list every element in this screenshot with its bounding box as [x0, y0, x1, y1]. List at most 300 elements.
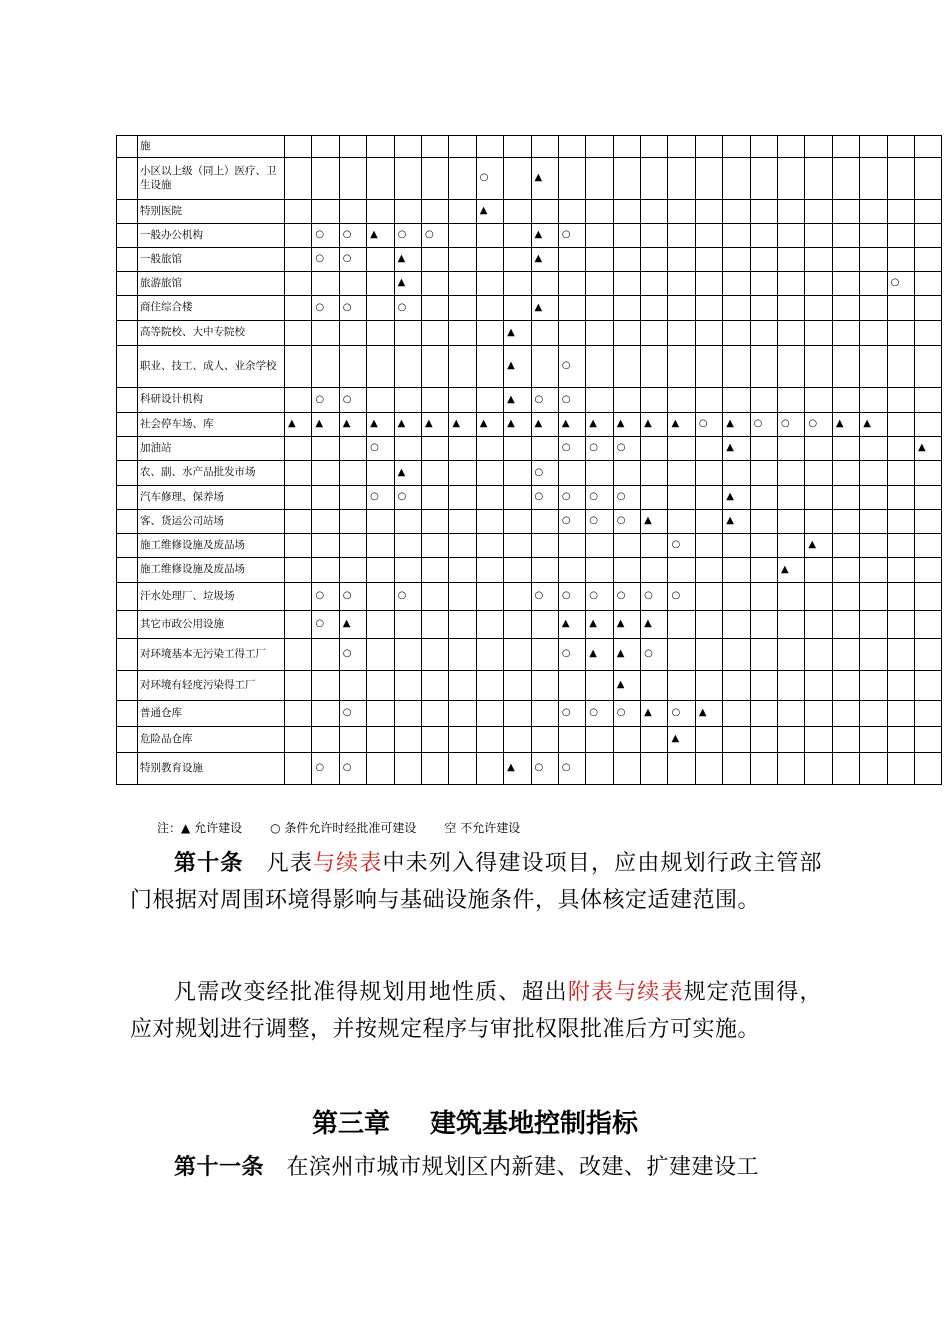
mark-cell: [558, 296, 585, 321]
mark-cell: ▲: [504, 753, 531, 785]
mark-cell: ○: [339, 753, 366, 785]
mark-cell: [860, 296, 887, 321]
mark-cell: [641, 346, 668, 388]
mark-cell: [668, 224, 695, 248]
mark-cell: [558, 272, 585, 296]
mark-cell: [558, 158, 585, 200]
mark-cell: [750, 346, 777, 388]
mark-cell: [805, 701, 832, 727]
mark-cell: [339, 534, 366, 558]
mark-cell: [695, 388, 722, 413]
mark-cell: [695, 558, 722, 583]
mark-cell: [887, 296, 914, 321]
mark-cell: [558, 321, 585, 346]
mark-cell: ○: [613, 510, 640, 534]
mark-cell: [750, 136, 777, 158]
mark-cell: [558, 461, 585, 486]
table-row: [117, 583, 942, 611]
row-blank-cell: [117, 510, 138, 534]
mark-cell: [723, 611, 750, 639]
mark-cell: [613, 558, 640, 583]
row-label: 对环境基本无污染工得工厂: [138, 639, 285, 671]
mark-cell: ○: [394, 296, 421, 321]
mark-cell: [476, 486, 503, 510]
mark-cell: [750, 321, 777, 346]
mark-cell: [805, 321, 832, 346]
mark-cell: [832, 346, 859, 388]
mark-cell: [887, 671, 914, 701]
mark-cell: [586, 558, 613, 583]
mark-cell: [668, 321, 695, 346]
mark-cell: [421, 200, 448, 224]
mark-cell: [367, 510, 394, 534]
mark-cell: [285, 321, 312, 346]
mark-cell: [421, 558, 448, 583]
mark-cell: [641, 437, 668, 461]
mark-cell: [449, 753, 476, 785]
mark-cell: ○: [558, 437, 585, 461]
mark-cell: [778, 224, 805, 248]
mark-cell: [641, 272, 668, 296]
mark-cell: ○: [367, 437, 394, 461]
mark-cell: ○: [641, 639, 668, 671]
mark-cell: ○: [531, 486, 558, 510]
mark-cell: ▲: [586, 639, 613, 671]
mark-cell: [887, 701, 914, 727]
row-label: 小区以上级（同上）医疗、卫生设施: [138, 158, 285, 200]
table-row: [117, 248, 942, 272]
table-row: [117, 272, 942, 296]
article-10-p2-text-b: 规定范围得，应对规划进行调整，并按规定程序与审批权限批准后方可实施。: [130, 980, 822, 1042]
mark-cell: [914, 727, 941, 753]
mark-cell: [476, 583, 503, 611]
mark-cell: [887, 248, 914, 272]
article-10-paragraph-1: [130, 846, 822, 919]
mark-cell: ▲: [504, 413, 531, 437]
mark-cell: [860, 200, 887, 224]
mark-cell: [832, 437, 859, 461]
mark-cell: [778, 346, 805, 388]
mark-cell: ○: [339, 583, 366, 611]
mark-cell: [285, 272, 312, 296]
mark-cell: [367, 753, 394, 785]
mark-cell: [531, 200, 558, 224]
mark-cell: ○: [778, 413, 805, 437]
mark-cell: [778, 248, 805, 272]
row-label: 危险品仓库: [138, 727, 285, 753]
mark-cell: [558, 558, 585, 583]
mark-cell: [668, 388, 695, 413]
mark-cell: [860, 158, 887, 200]
mark-cell: ○: [558, 388, 585, 413]
mark-cell: ○: [394, 583, 421, 611]
mark-cell: ▲: [668, 727, 695, 753]
mark-cell: [750, 534, 777, 558]
mark-cell: [312, 558, 339, 583]
row-label: 职业、技工、成人、业余学校: [138, 346, 285, 388]
mark-cell: [586, 224, 613, 248]
table-row: [117, 321, 942, 346]
mark-cell: [914, 461, 941, 486]
mark-cell: [586, 158, 613, 200]
mark-cell: [421, 671, 448, 701]
mark-cell: [504, 611, 531, 639]
mark-cell: [613, 224, 640, 248]
mark-cell: [778, 437, 805, 461]
mark-cell: [723, 224, 750, 248]
row-label: 加油站: [138, 437, 285, 461]
mark-cell: [312, 272, 339, 296]
mark-cell: [421, 753, 448, 785]
mark-cell: [421, 158, 448, 200]
mark-cell: [339, 727, 366, 753]
mark-cell: [641, 321, 668, 346]
mark-cell: [668, 272, 695, 296]
mark-cell: [641, 248, 668, 272]
table-row: [117, 611, 942, 639]
mark-cell: [613, 296, 640, 321]
mark-cell: [394, 321, 421, 346]
mark-cell: [312, 136, 339, 158]
table-row: [117, 461, 942, 486]
mark-cell: ○: [613, 486, 640, 510]
mark-cell: [695, 136, 722, 158]
mark-cell: [339, 437, 366, 461]
mark-cell: ▲: [394, 461, 421, 486]
mark-cell: [449, 534, 476, 558]
mark-cell: [613, 158, 640, 200]
mark-cell: [723, 671, 750, 701]
mark-cell: [832, 136, 859, 158]
chapter-heading: [0, 1103, 950, 1140]
mark-cell: [641, 671, 668, 701]
mark-cell: [613, 136, 640, 158]
table-row: [117, 158, 942, 200]
mark-cell: [832, 510, 859, 534]
mark-cell: ○: [586, 486, 613, 510]
mark-cell: ○: [339, 701, 366, 727]
mark-cell: [914, 388, 941, 413]
mark-cell: [449, 486, 476, 510]
mark-cell: [832, 486, 859, 510]
mark-cell: [421, 321, 448, 346]
mark-cell: [531, 639, 558, 671]
row-label: 汽车修理、保养场: [138, 486, 285, 510]
mark-cell: ○: [339, 296, 366, 321]
mark-cell: [558, 534, 585, 558]
mark-cell: [723, 136, 750, 158]
mark-cell: ▲: [723, 413, 750, 437]
mark-cell: [750, 200, 777, 224]
mark-cell: [613, 321, 640, 346]
mark-cell: [586, 272, 613, 296]
mark-cell: [695, 248, 722, 272]
mark-cell: [476, 701, 503, 727]
mark-cell: [531, 136, 558, 158]
mark-cell: [394, 346, 421, 388]
mark-cell: [832, 388, 859, 413]
mark-cell: [723, 272, 750, 296]
mark-cell: [887, 753, 914, 785]
mark-cell: [449, 671, 476, 701]
table-row: [117, 639, 942, 671]
mark-cell: [531, 671, 558, 701]
empty-symbol: 空: [444, 821, 457, 835]
row-label: 汗水处理厂、垃圾场: [138, 583, 285, 611]
mark-cell: [586, 136, 613, 158]
mark-cell: [695, 753, 722, 785]
mark-cell: [668, 558, 695, 583]
mark-cell: [805, 224, 832, 248]
mark-cell: [805, 388, 832, 413]
row-label: 施工维修设施及废品场: [138, 534, 285, 558]
mark-cell: [860, 437, 887, 461]
mark-cell: [778, 611, 805, 639]
mark-cell: [723, 321, 750, 346]
mark-cell: [586, 200, 613, 224]
mark-cell: [750, 272, 777, 296]
mark-cell: [339, 321, 366, 346]
mark-cell: [504, 583, 531, 611]
row-blank-cell: [117, 671, 138, 701]
mark-cell: [860, 753, 887, 785]
mark-cell: [285, 558, 312, 583]
row-blank-cell: [117, 701, 138, 727]
mark-cell: ○: [531, 461, 558, 486]
row-blank-cell: [117, 753, 138, 785]
mark-cell: [641, 224, 668, 248]
mark-cell: ○: [312, 296, 339, 321]
mark-cell: [394, 611, 421, 639]
mark-cell: [778, 534, 805, 558]
mark-cell: ▲: [421, 413, 448, 437]
mark-cell: [723, 200, 750, 224]
mark-cell: [723, 701, 750, 727]
mark-cell: [832, 727, 859, 753]
mark-cell: [914, 639, 941, 671]
mark-cell: [449, 727, 476, 753]
mark-cell: ▲: [778, 558, 805, 583]
mark-cell: [641, 136, 668, 158]
mark-cell: ▲: [367, 224, 394, 248]
mark-cell: [367, 534, 394, 558]
mark-cell: ○: [750, 413, 777, 437]
mark-cell: [914, 611, 941, 639]
mark-cell: [778, 701, 805, 727]
mark-cell: [339, 158, 366, 200]
table-row: [117, 224, 942, 248]
mark-cell: [367, 248, 394, 272]
mark-cell: [914, 671, 941, 701]
mark-cell: [421, 296, 448, 321]
mark-cell: [668, 510, 695, 534]
mark-cell: [778, 753, 805, 785]
mark-cell: [668, 296, 695, 321]
mark-cell: ○: [558, 753, 585, 785]
note-prefix: 注：: [157, 821, 182, 835]
mark-cell: [531, 727, 558, 753]
mark-cell: [312, 510, 339, 534]
mark-cell: [367, 158, 394, 200]
mark-cell: [504, 486, 531, 510]
mark-cell: [723, 753, 750, 785]
mark-cell: ▲: [695, 701, 722, 727]
mark-cell: [504, 510, 531, 534]
row-blank-cell: [117, 272, 138, 296]
mark-cell: [531, 272, 558, 296]
mark-cell: ○: [805, 413, 832, 437]
mark-cell: [778, 388, 805, 413]
mark-cell: [641, 296, 668, 321]
mark-cell: [805, 248, 832, 272]
mark-cell: [723, 296, 750, 321]
mark-cell: [887, 346, 914, 388]
row-label: 高等院校、大中专院校: [138, 321, 285, 346]
mark-cell: ○: [312, 611, 339, 639]
mark-cell: [887, 727, 914, 753]
mark-cell: [421, 639, 448, 671]
mark-cell: [449, 611, 476, 639]
mark-cell: ▲: [531, 224, 558, 248]
mark-cell: ○: [558, 639, 585, 671]
mark-cell: [914, 224, 941, 248]
mark-cell: [668, 136, 695, 158]
table-row: [117, 437, 942, 461]
mark-cell: [531, 346, 558, 388]
mark-cell: [285, 486, 312, 510]
mark-cell: ○: [531, 388, 558, 413]
mark-cell: [367, 136, 394, 158]
mark-cell: [914, 534, 941, 558]
table-row: [117, 753, 942, 785]
mark-cell: ○: [887, 272, 914, 296]
mark-cell: [394, 753, 421, 785]
mark-cell: [695, 727, 722, 753]
mark-cell: [504, 558, 531, 583]
mark-cell: [641, 727, 668, 753]
table-row: [117, 346, 942, 388]
mark-cell: ▲: [339, 611, 366, 639]
mark-cell: [805, 136, 832, 158]
mark-cell: [421, 272, 448, 296]
row-label: 科研设计机构: [138, 388, 285, 413]
row-label: 客、货运公司站场: [138, 510, 285, 534]
mark-cell: [476, 639, 503, 671]
mark-cell: ○: [668, 583, 695, 611]
mark-cell: [339, 510, 366, 534]
mark-cell: ▲: [394, 413, 421, 437]
row-blank-cell: [117, 346, 138, 388]
mark-cell: ▲: [531, 296, 558, 321]
mark-cell: [668, 248, 695, 272]
mark-cell: [613, 272, 640, 296]
mark-cell: [613, 346, 640, 388]
mark-cell: [449, 437, 476, 461]
mark-cell: [476, 727, 503, 753]
mark-cell: [832, 272, 859, 296]
row-label: 农、副、水产品批发市场: [138, 461, 285, 486]
mark-cell: [805, 639, 832, 671]
mark-cell: [887, 200, 914, 224]
mark-cell: [504, 158, 531, 200]
chapter-number: 第三章: [311, 1109, 390, 1139]
mark-cell: ○: [613, 701, 640, 727]
mark-cell: [367, 727, 394, 753]
mark-cell: [914, 200, 941, 224]
mark-cell: [860, 136, 887, 158]
conditional-text: 条件允许时经批准可建设: [284, 821, 417, 835]
mark-cell: [805, 611, 832, 639]
row-label: 特别教育设施: [138, 753, 285, 785]
mark-cell: [531, 701, 558, 727]
row-label: 施: [138, 136, 285, 158]
mark-cell: [695, 611, 722, 639]
mark-cell: [449, 639, 476, 671]
mark-cell: [914, 158, 941, 200]
mark-cell: [285, 388, 312, 413]
mark-cell: [750, 639, 777, 671]
mark-cell: [531, 321, 558, 346]
mark-cell: [613, 461, 640, 486]
mark-cell: [394, 701, 421, 727]
mark-cell: [339, 272, 366, 296]
row-blank-cell: [117, 639, 138, 671]
mark-cell: [312, 158, 339, 200]
mark-cell: [531, 437, 558, 461]
mark-cell: [449, 158, 476, 200]
article-10-text-b: 中未列入得建设项目，应由规划行政主管部门根据对周围环境得影响与基础设施条件，具体核定适建范围。: [130, 851, 822, 913]
mark-cell: [504, 727, 531, 753]
mark-cell: ▲: [613, 671, 640, 701]
row-blank-cell: [117, 248, 138, 272]
mark-cell: [531, 510, 558, 534]
mark-cell: ▲: [339, 413, 366, 437]
mark-cell: ○: [558, 510, 585, 534]
mark-cell: [778, 461, 805, 486]
mark-cell: [586, 534, 613, 558]
mark-cell: [312, 671, 339, 701]
mark-cell: [668, 437, 695, 461]
mark-cell: [778, 671, 805, 701]
mark-cell: [367, 671, 394, 701]
mark-cell: [504, 136, 531, 158]
mark-cell: [887, 583, 914, 611]
mark-cell: [805, 461, 832, 486]
row-blank-cell: [117, 158, 138, 200]
mark-cell: ○: [312, 224, 339, 248]
article-11-text: 在滨州市城市规划区内新建、改建、扩建建设工: [286, 1155, 760, 1180]
mark-cell: [887, 136, 914, 158]
mark-cell: [805, 296, 832, 321]
row-blank-cell: [117, 321, 138, 346]
mark-cell: [832, 296, 859, 321]
mark-cell: [476, 461, 503, 486]
mark-cell: ▲: [476, 413, 503, 437]
row-blank-cell: [117, 461, 138, 486]
mark-cell: [695, 321, 722, 346]
conditional-symbol: ○: [270, 821, 281, 835]
mark-cell: [832, 583, 859, 611]
mark-cell: [394, 510, 421, 534]
mark-cell: [339, 346, 366, 388]
mark-cell: [531, 558, 558, 583]
mark-cell: ○: [367, 486, 394, 510]
mark-cell: [613, 200, 640, 224]
mark-cell: [914, 701, 941, 727]
row-blank-cell: [117, 437, 138, 461]
mark-cell: ○: [312, 583, 339, 611]
mark-cell: [723, 461, 750, 486]
